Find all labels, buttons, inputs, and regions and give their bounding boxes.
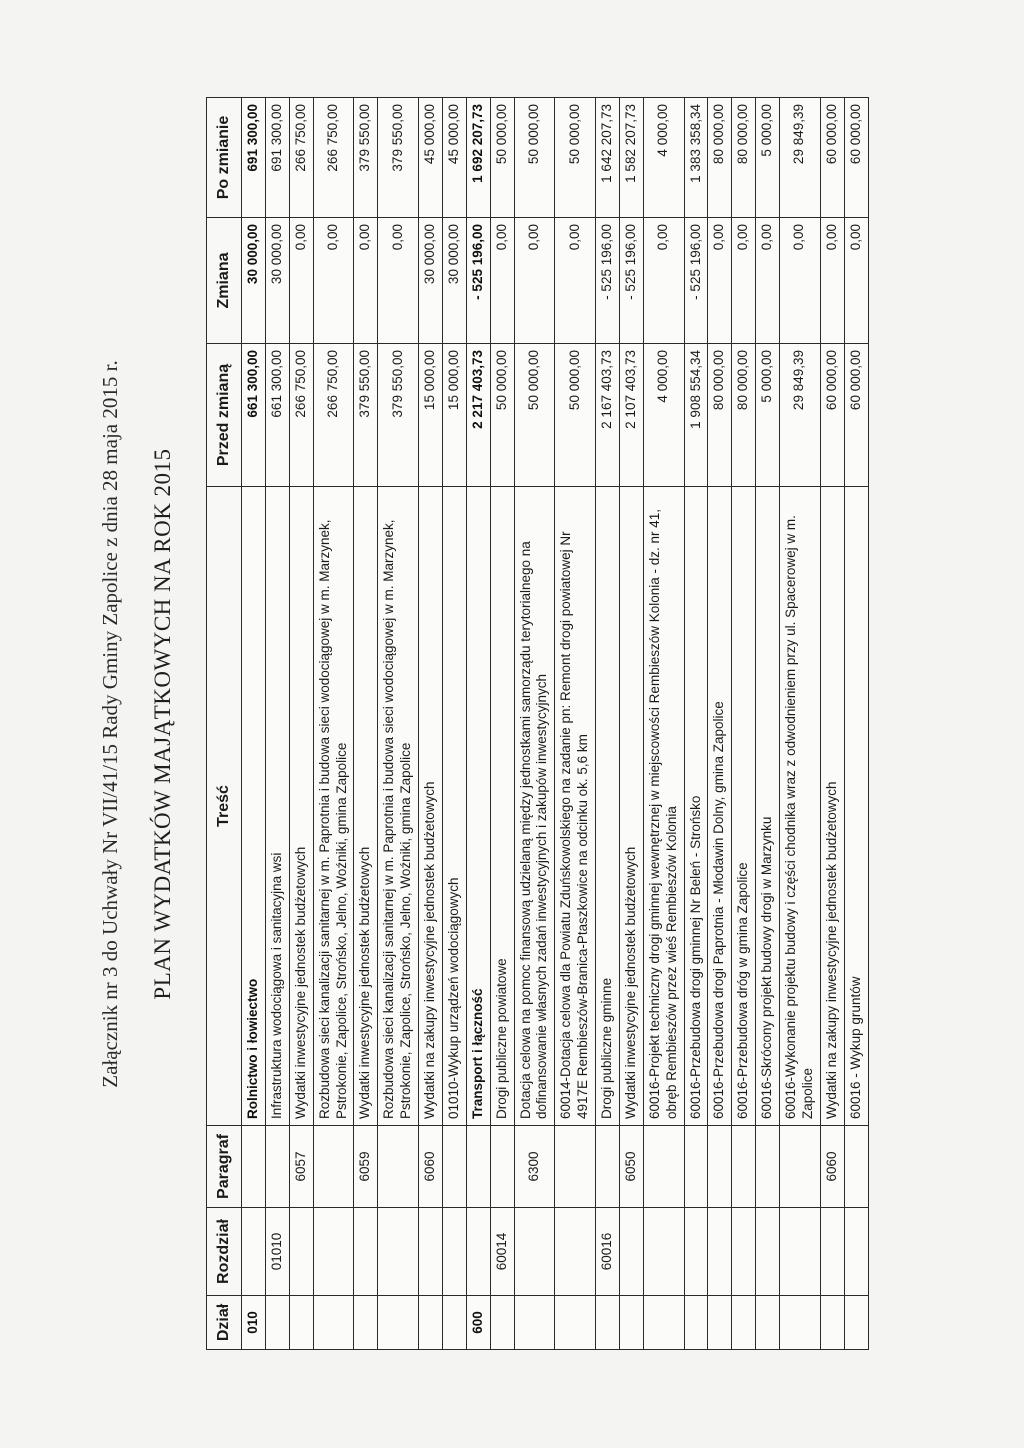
cell-przed-zmiana: 2 167 403,73 <box>596 344 620 487</box>
cell-przed-zmiana: 15 000,00 <box>419 344 443 487</box>
cell-po-zmianie: 45 000,00 <box>442 98 466 218</box>
cell-zmiana: - 525 196,00 <box>684 218 708 344</box>
cell-zmiana: - 525 196,00 <box>466 218 490 344</box>
cell-zmiana: 0,00 <box>289 218 313 344</box>
cell-paragraf: 6300 <box>514 1126 555 1208</box>
table-row <box>242 98 266 1350</box>
cell-zmiana: 30 000,00 <box>419 218 443 344</box>
cell-dzial: 600 <box>466 1296 490 1350</box>
cell-po-zmianie: 60 000,00 <box>820 98 844 218</box>
cell-tresc: Dotacja celowa na pomoc finansową udzielaną między jednostkami samorządu terytorialnego na dofinansowanie własnych zadań inwestycyjnych i zakupów inwestycyjnych <box>514 487 555 1126</box>
table-row <box>466 98 490 1350</box>
cell-przed-zmiana: 661 300,00 <box>265 344 289 487</box>
cell-rozdzial <box>619 1208 643 1296</box>
header-zmiana: Zmiana <box>207 218 242 344</box>
cell-paragraf <box>844 1126 868 1208</box>
cell-paragraf <box>242 1126 266 1208</box>
cell-rozdzial <box>756 1208 780 1296</box>
cell-zmiana: 30 000,00 <box>265 218 289 344</box>
table-row <box>820 98 844 1350</box>
cell-paragraf <box>732 1126 756 1208</box>
cell-dzial <box>780 1296 821 1350</box>
table-row <box>643 98 684 1350</box>
attachment-caption: Załącznik nr 3 do Uchwały Nr VII/41/15 Rady Gminy Zapolice z dnia 28 maja 2015 r. <box>98 360 122 1088</box>
cell-przed-zmiana: 80 000,00 <box>708 344 732 487</box>
cell-dzial <box>490 1296 514 1350</box>
cell-tresc: 01010-Wykup urządzeń wodociągowych <box>442 487 466 1126</box>
document-title: PLAN WYDATKÓW MAJĄTKOWYCH NA ROK 2015 <box>150 448 175 1000</box>
cell-po-zmianie: 691 300,00 <box>242 98 266 218</box>
table-row <box>756 98 780 1350</box>
cell-rozdzial <box>378 1208 419 1296</box>
cell-przed-zmiana: 50 000,00 <box>490 344 514 487</box>
cell-przed-zmiana: 80 000,00 <box>732 344 756 487</box>
cell-tresc: Rozbudowa sieci kanalizacji sanitarnej w m. Paprotnia i budowa sieci wodociągowej w m. Marzynek, Pstrokonie, Zapolice, Strońsko, Jelno, Woźniki, gmina Zapolice <box>378 487 419 1126</box>
cell-paragraf <box>684 1126 708 1208</box>
cell-zmiana: 0,00 <box>708 218 732 344</box>
cell-rozdzial <box>466 1208 490 1296</box>
cell-paragraf <box>378 1126 419 1208</box>
cell-po-zmianie: 266 750,00 <box>313 98 354 218</box>
cell-rozdzial <box>313 1208 354 1296</box>
cell-paragraf: 6059 <box>354 1126 378 1208</box>
table-row <box>354 98 378 1350</box>
cell-rozdzial <box>708 1208 732 1296</box>
table-row <box>490 98 514 1350</box>
cell-zmiana: 0,00 <box>780 218 821 344</box>
cell-rozdzial <box>555 1208 596 1296</box>
cell-tresc: 60016-Wykonanie projektu budowy i części chodnika wraz z odwodnieniem przy ul. Spacerowej w m. Zapolice <box>780 487 821 1126</box>
cell-paragraf <box>313 1126 354 1208</box>
cell-rozdzial <box>354 1208 378 1296</box>
cell-tresc: 60016-Przebudowa dróg w gmina Zapolice <box>732 487 756 1126</box>
cell-przed-zmiana: 50 000,00 <box>514 344 555 487</box>
cell-paragraf <box>756 1126 780 1208</box>
cell-dzial <box>619 1296 643 1350</box>
cell-tresc: 60016-Projekt techniczny drogi gminnej wewnętrznej w miejscowości Rembieszów Kolonia - dz. nr 41, obręb Rembieszów przez wieś Rembieszów Kolonia <box>643 487 684 1126</box>
cell-dzial <box>378 1296 419 1350</box>
cell-paragraf <box>490 1126 514 1208</box>
cell-dzial <box>265 1296 289 1350</box>
cell-zmiana: 0,00 <box>514 218 555 344</box>
table-row <box>419 98 443 1350</box>
cell-tresc: Wydatki na zakupy inwestycyjne jednostek budżetowych <box>820 487 844 1126</box>
cell-rozdzial <box>844 1208 868 1296</box>
cell-po-zmianie: 1 692 207,73 <box>466 98 490 218</box>
cell-tresc: Drogi publiczne powiatowe <box>490 487 514 1126</box>
cell-tresc: 60016 - Wykup gruntów <box>844 487 868 1126</box>
cell-dzial <box>555 1296 596 1350</box>
cell-przed-zmiana: 2 217 403,73 <box>466 344 490 487</box>
cell-po-zmianie: 80 000,00 <box>708 98 732 218</box>
cell-dzial <box>844 1296 868 1350</box>
cell-dzial <box>732 1296 756 1350</box>
cell-dzial <box>354 1296 378 1350</box>
cell-przed-zmiana: 266 750,00 <box>289 344 313 487</box>
cell-tresc: Wydatki inwestycyjne jednostek budżetowych <box>619 487 643 1126</box>
cell-tresc: 60016-Przebudowa drogi Paprotnia - Młodawin Dolny, gmina Zapolice <box>708 487 732 1126</box>
cell-przed-zmiana: 29 849,39 <box>780 344 821 487</box>
cell-dzial <box>684 1296 708 1350</box>
table-row <box>596 98 620 1350</box>
cell-dzial <box>708 1296 732 1350</box>
cell-rozdzial <box>780 1208 821 1296</box>
cell-przed-zmiana: 2 107 403,73 <box>619 344 643 487</box>
table-row <box>844 98 868 1350</box>
cell-dzial: 010 <box>242 1296 266 1350</box>
cell-zmiana: 30 000,00 <box>442 218 466 344</box>
cell-paragraf <box>265 1126 289 1208</box>
cell-paragraf <box>466 1126 490 1208</box>
cell-tresc: Drogi publiczne gminne <box>596 487 620 1126</box>
cell-zmiana: 0,00 <box>490 218 514 344</box>
table-row <box>514 98 555 1350</box>
cell-paragraf <box>708 1126 732 1208</box>
cell-paragraf <box>643 1126 684 1208</box>
cell-dzial <box>289 1296 313 1350</box>
cell-zmiana: 0,00 <box>643 218 684 344</box>
cell-przed-zmiana: 661 300,00 <box>242 344 266 487</box>
table-row <box>378 98 419 1350</box>
cell-paragraf <box>442 1126 466 1208</box>
cell-po-zmianie: 691 300,00 <box>265 98 289 218</box>
cell-paragraf: 6050 <box>619 1126 643 1208</box>
cell-po-zmianie: 60 000,00 <box>844 98 868 218</box>
cell-dzial <box>313 1296 354 1350</box>
cell-tresc: Rolnictwo i łowiectwo <box>242 487 266 1126</box>
cell-po-zmianie: 5 000,00 <box>756 98 780 218</box>
header-dzial: Dział <box>207 1296 242 1350</box>
cell-zmiana: 0,00 <box>732 218 756 344</box>
cell-dzial <box>820 1296 844 1350</box>
cell-dzial <box>419 1296 443 1350</box>
cell-rozdzial <box>442 1208 466 1296</box>
cell-przed-zmiana: 4 000,00 <box>643 344 684 487</box>
cell-dzial <box>514 1296 555 1350</box>
table-row <box>732 98 756 1350</box>
cell-tresc: Wydatki inwestycyjne jednostek budżetowych <box>289 487 313 1126</box>
cell-po-zmianie: 266 750,00 <box>289 98 313 218</box>
table-row <box>289 98 313 1350</box>
table-row <box>313 98 354 1350</box>
cell-przed-zmiana: 60 000,00 <box>820 344 844 487</box>
cell-dzial <box>442 1296 466 1350</box>
cell-tresc: 60014-Dotacja celowa dla Powiatu Zduńskowolskiego na zadanie pn: Remont drogi powiatowej Nr 4917E Rembieszów-Branica-Ptaszkowice na odcinku ok. 5,6 km <box>555 487 596 1126</box>
cell-przed-zmiana: 266 750,00 <box>313 344 354 487</box>
cell-rozdzial: 60014 <box>490 1208 514 1296</box>
table-row <box>265 98 289 1350</box>
cell-rozdzial <box>289 1208 313 1296</box>
cell-po-zmianie: 1 582 207,73 <box>619 98 643 218</box>
cell-paragraf <box>780 1126 821 1208</box>
header-przed-zmiana: Przed zmianą <box>207 344 242 487</box>
capital-expenditure-table <box>206 97 869 1350</box>
cell-przed-zmiana: 5 000,00 <box>756 344 780 487</box>
table-row <box>619 98 643 1350</box>
cell-po-zmianie: 50 000,00 <box>555 98 596 218</box>
cell-rozdzial <box>242 1208 266 1296</box>
cell-zmiana: 0,00 <box>820 218 844 344</box>
cell-zmiana: 30 000,00 <box>242 218 266 344</box>
cell-rozdzial <box>643 1208 684 1296</box>
cell-zmiana: 0,00 <box>354 218 378 344</box>
cell-przed-zmiana: 60 000,00 <box>844 344 868 487</box>
cell-dzial <box>756 1296 780 1350</box>
cell-zmiana: - 525 196,00 <box>619 218 643 344</box>
table-row <box>555 98 596 1350</box>
cell-rozdzial: 01010 <box>265 1208 289 1296</box>
header-paragraf: Paragraf <box>207 1126 242 1208</box>
cell-paragraf <box>596 1126 620 1208</box>
table-row <box>708 98 732 1350</box>
cell-po-zmianie: 50 000,00 <box>514 98 555 218</box>
cell-rozdzial <box>684 1208 708 1296</box>
cell-po-zmianie: 80 000,00 <box>732 98 756 218</box>
cell-paragraf: 6057 <box>289 1126 313 1208</box>
cell-tresc: Wydatki na zakupy inwestycyjne jednostek budżetowych <box>419 487 443 1126</box>
cell-zmiana: - 525 196,00 <box>596 218 620 344</box>
cell-zmiana: 0,00 <box>756 218 780 344</box>
table-row <box>780 98 821 1350</box>
cell-zmiana: 0,00 <box>555 218 596 344</box>
table-row <box>442 98 466 1350</box>
header-rozdzial: Rozdział <box>207 1208 242 1296</box>
cell-zmiana: 0,00 <box>844 218 868 344</box>
cell-rozdzial <box>514 1208 555 1296</box>
cell-po-zmianie: 29 849,39 <box>780 98 821 218</box>
cell-tresc: Infrastruktura wodociągowa i sanitacyjna wsi <box>265 487 289 1126</box>
cell-rozdzial: 60016 <box>596 1208 620 1296</box>
cell-rozdzial <box>820 1208 844 1296</box>
cell-po-zmianie: 1 383 358,34 <box>684 98 708 218</box>
cell-tresc: 60016-Skrócony projekt budowy drogi w Marzynku <box>756 487 780 1126</box>
table-header-row <box>207 98 242 1350</box>
header-tresc: Treść <box>207 487 242 1126</box>
cell-przed-zmiana: 379 550,00 <box>354 344 378 487</box>
cell-po-zmianie: 50 000,00 <box>490 98 514 218</box>
header-po-zmianie: Po zmianie <box>207 98 242 218</box>
cell-przed-zmiana: 379 550,00 <box>378 344 419 487</box>
cell-tresc: 60016-Przebudowa drogi gminnej Nr Beleń - Strońsko <box>684 487 708 1126</box>
cell-paragraf: 6060 <box>820 1126 844 1208</box>
cell-przed-zmiana: 1 908 554,34 <box>684 344 708 487</box>
cell-rozdzial <box>732 1208 756 1296</box>
table-row <box>684 98 708 1350</box>
cell-po-zmianie: 379 550,00 <box>354 98 378 218</box>
cell-po-zmianie: 45 000,00 <box>419 98 443 218</box>
cell-tresc: Rozbudowa sieci kanalizacji sanitarnej w m. Paprotnia i budowa sieci wodociągowej w m. Marzynek, Pstrokonie, Zapolice, Strońsko, Jelno, Woźniki, gmina Zapolice <box>313 487 354 1126</box>
cell-dzial <box>596 1296 620 1350</box>
cell-przed-zmiana: 50 000,00 <box>555 344 596 487</box>
cell-po-zmianie: 1 642 207,73 <box>596 98 620 218</box>
cell-paragraf: 6060 <box>419 1126 443 1208</box>
cell-rozdzial <box>419 1208 443 1296</box>
cell-zmiana: 0,00 <box>378 218 419 344</box>
cell-po-zmianie: 4 000,00 <box>643 98 684 218</box>
cell-dzial <box>643 1296 684 1350</box>
cell-zmiana: 0,00 <box>313 218 354 344</box>
cell-tresc: Transport i łączność <box>466 487 490 1126</box>
cell-przed-zmiana: 15 000,00 <box>442 344 466 487</box>
cell-paragraf <box>555 1126 596 1208</box>
table-body <box>242 98 869 1350</box>
cell-tresc: Wydatki inwestycyjne jednostek budżetowych <box>354 487 378 1126</box>
cell-po-zmianie: 379 550,00 <box>378 98 419 218</box>
